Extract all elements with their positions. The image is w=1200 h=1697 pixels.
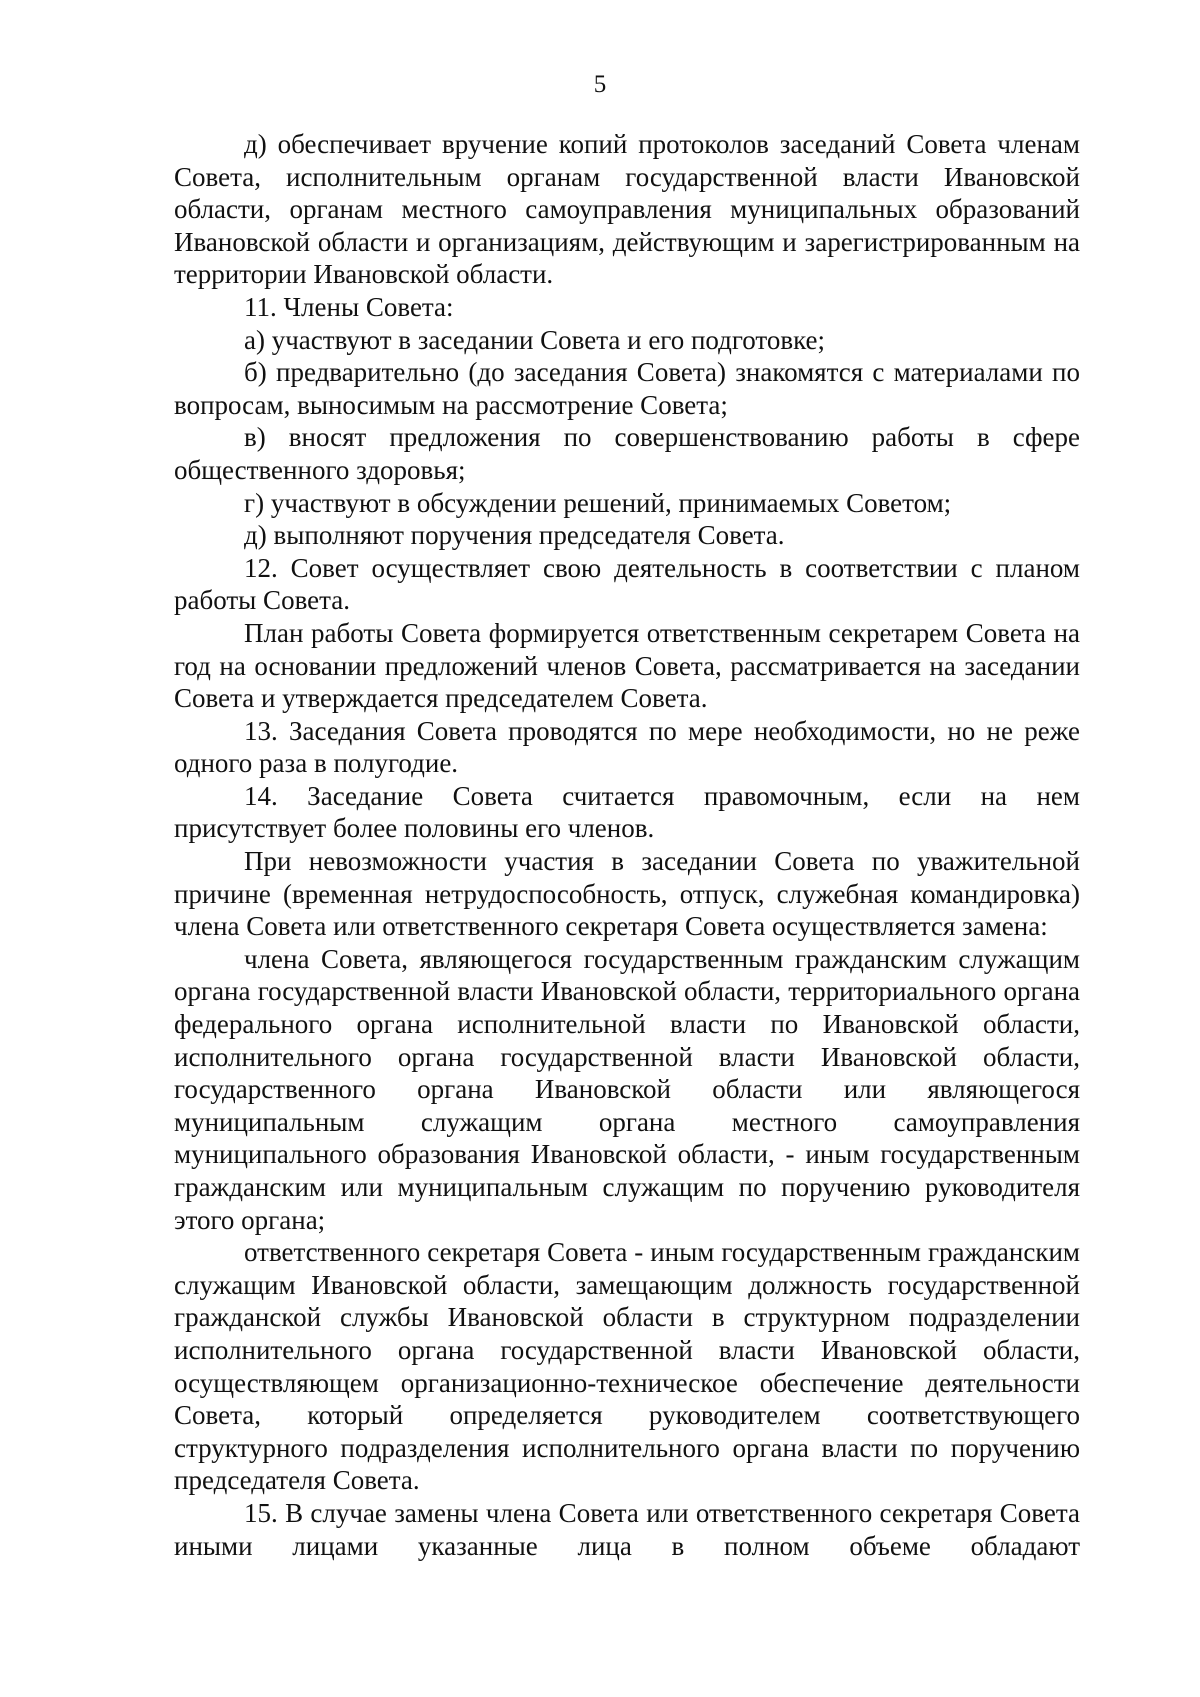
paragraph-14-replacement-intro: При невозможности участия в заседании Совета по уважительной причине (временная нетрудоспособность, отпуск, служебная командировка) члена Совета или ответственного секретаря Совета осуществляется замена: [174,846,1080,942]
paragraph-13: 13. Заседания Совета проводятся по мере необходимости, но не реже одного раза в полугодие. [174,715,1080,779]
paragraph-11-a: а) участвуют в заседании Совета и его подготовке; [244,324,826,355]
paragraph-11-heading: 11. Члены Совета: [244,291,454,322]
paragraph-14: 14. Заседание Совета считается правомочным, если на нем присутствует более половины его членов. [174,780,1080,844]
paragraph-12-plan: План работы Совета формируется ответственным секретарем Совета на год на основании предложений членов Совета, рассматривается на заседании Совета и утверждается председателем Совета. [174,617,1080,714]
paragraph-12: 12. Совет осуществляет свою деятельность в соответствии с планом работы Совета. [174,552,1080,616]
paragraph-11-d: д) выполняют поручения председателя Совета. [244,520,785,551]
paragraph-11-v: в) вносят предложения по совершенствованию работы в сфере общественного здоровья; [174,422,1080,485]
paragraph-11-b: б) предварительно (до заседания Совета) знакомятся с материалами по вопросам, выносимым на рассмотрение Совета; [174,357,1080,420]
paragraph-11-g: г) участвуют в обсуждении решений, принимаемых Советом; [244,487,952,518]
paragraph-14-member-replacement: члена Совета, являющегося государственным гражданским служащим органа государственной власти Ивановской области, территориального органа федерального органа исполнительной власти по Ивановской области, исполнительного органа государственной власти Ивановской области, государственного органа Ивановской области или являющегося муниципальным служащим органа местного самоуправления муниципального образования Ивановской области, - иным государственным гражданским или муниципальным служащим по поручению руководителя этого органа; [174,943,1080,1235]
paragraph-15: 15. В случае замены члена Совета или ответственного секретаря Совета иными лицами указанные лица в полном объеме обладают [174,1497,1080,1561]
page-number: 5 [593,71,607,98]
document-body [174,128,1080,1562]
paragraph-14-secretary-replacement: ответственного секретаря Совета - иным государственным гражданским служащим Ивановской области, замещающим должность государственной гражданской службы Ивановской области в структурном подразделении исполнительного органа государственной власти Ивановской области, осуществляющем организационно-техническое обеспечение деятельности Совета, который определяется руководителем соответствующего структурного подразделения исполнительного органа власти по поручению председателя Совета. [174,1237,1080,1496]
paragraph-d-copies-distribution: д) обеспечивает вручение копий протоколов заседаний Совета членам Совета, исполнительным органам государственной власти Ивановской области, органам местного самоуправления муниципальных образований Ивановской области и организациям, действующим и зарегистрированным на территории Ивановской области. [174,129,1080,290]
